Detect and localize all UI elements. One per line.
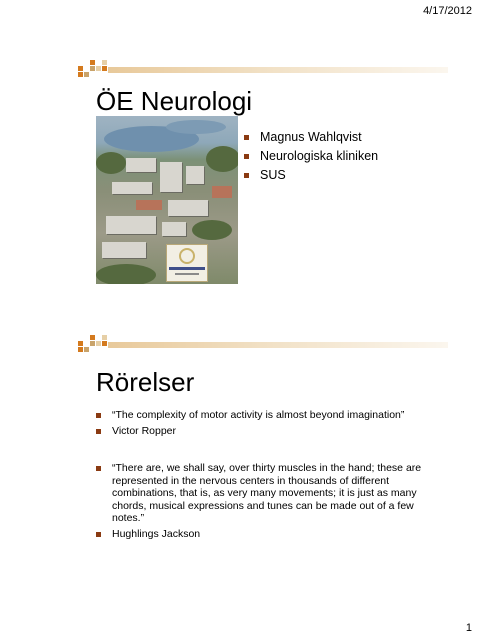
slide-ornament-icon (78, 335, 112, 353)
title-rule (108, 67, 448, 73)
bullet-square-icon (96, 532, 101, 537)
bullet-square-icon (244, 154, 249, 159)
speaker-info-list (244, 128, 378, 185)
slide-title: ÖE Neurologi (96, 86, 253, 116)
bullet-square-icon (96, 413, 101, 418)
list-item: Magnus Wahlqvist (244, 128, 378, 147)
slide-1 (68, 60, 480, 300)
title-rule (108, 342, 448, 348)
bullet-square-icon (96, 466, 101, 471)
print-date: 4/17/2012 (423, 5, 472, 17)
list-item: SUS (244, 166, 378, 185)
list-item: “There are, we shall say, over thirty muscles in the hand; these are represented in the nervous centers in thousands of different combinations, that is, as very many movements; it is just as many chords, musical expressions and tunes can be made out of a few notes.” (96, 462, 446, 525)
bullet-square-icon (244, 173, 249, 178)
list-item: Neurologiska kliniken (244, 147, 378, 166)
list-item: Victor Ropper (96, 425, 446, 438)
aerial-campus-photo (96, 116, 238, 284)
quote-list-ropper (96, 409, 446, 440)
list-item: “The complexity of motor activity is almost beyond imagination” (96, 409, 446, 422)
bullet-square-icon (244, 135, 249, 140)
list-item: Hughlings Jackson (96, 528, 446, 541)
quote-list-jackson (96, 462, 446, 543)
slide-ornament-icon (78, 60, 112, 78)
slide-2 (68, 335, 480, 605)
bullet-square-icon (96, 429, 101, 434)
university-logo (166, 244, 208, 282)
slide-title: Rörelser (96, 367, 195, 397)
page-number: 1 (465, 622, 472, 634)
